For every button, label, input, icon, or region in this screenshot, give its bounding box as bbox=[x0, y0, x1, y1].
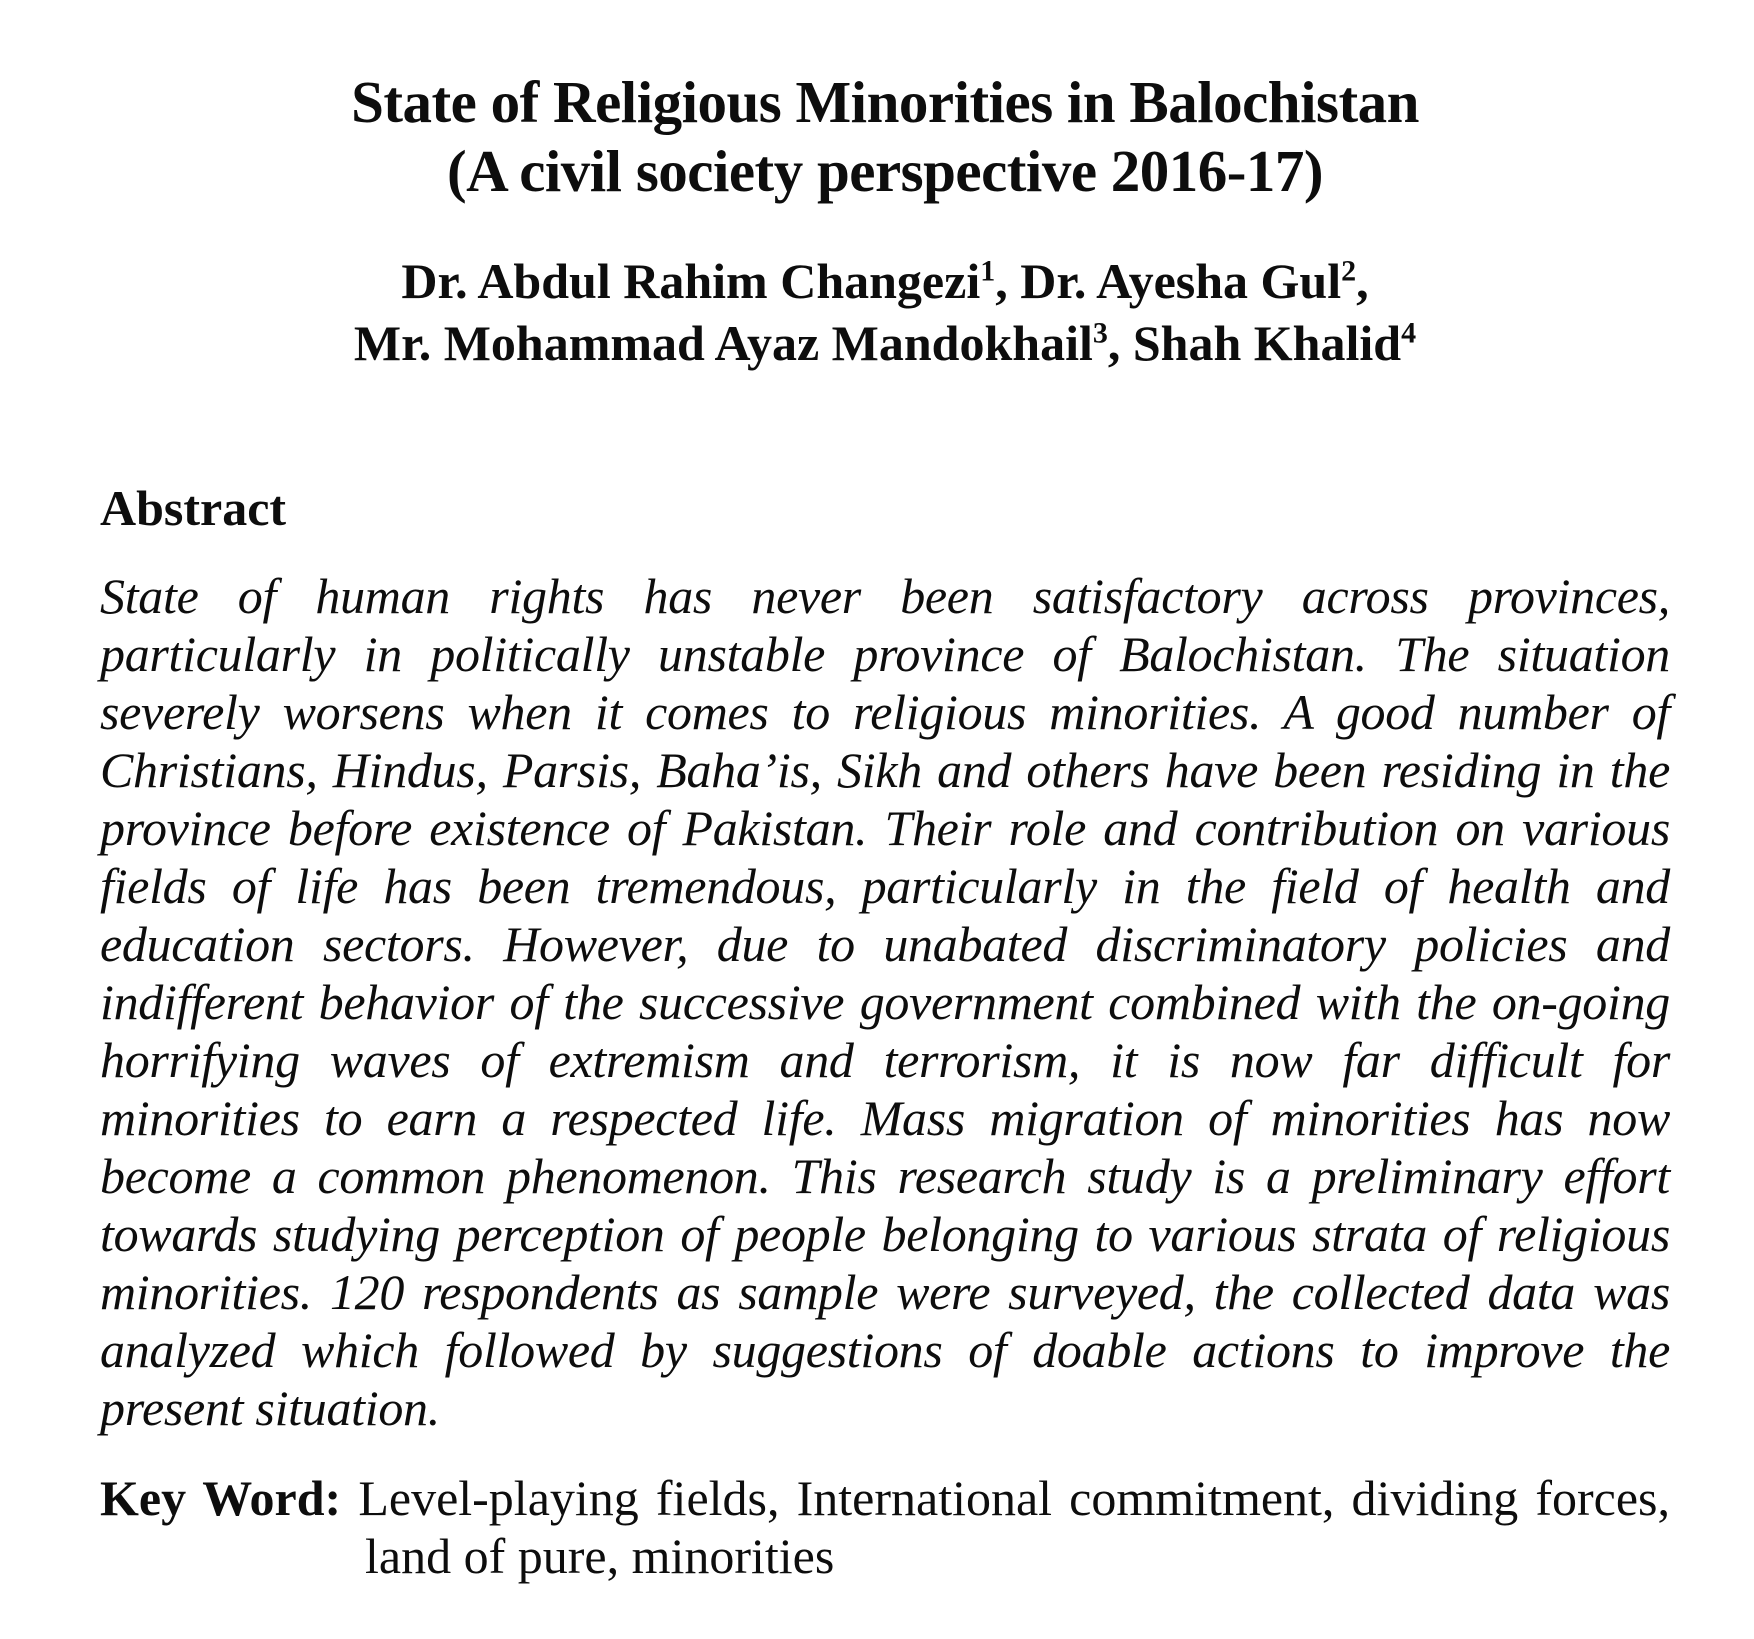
author-name: , Dr. Ayesha Gul bbox=[995, 253, 1342, 309]
paper-title-line-1: State of Religious Minorities in Balochistan bbox=[351, 69, 1419, 135]
abstract-line: province before existence of Pakistan. Their role and contribution on various bbox=[100, 800, 1670, 856]
author-line-2 bbox=[100, 312, 1670, 374]
abstract-line: severely worsens when it comes to religious minorities. A good number of bbox=[100, 684, 1670, 740]
keywords-section bbox=[100, 1469, 1670, 1585]
author-separator: , bbox=[1356, 253, 1369, 309]
abstract-line: analyzed which followed by suggestions of doable actions to improve the bbox=[100, 1322, 1670, 1378]
abstract-line: towards studying perception of people belonging to various strata of religious bbox=[100, 1206, 1670, 1262]
keywords-line-2: land of pure, minorities bbox=[365, 1528, 835, 1584]
abstract-line: minorities to earn a respected life. Mass migration of minorities has now bbox=[100, 1090, 1670, 1146]
abstract-line: minorities. 120 respondents as sample were surveyed, the collected data was bbox=[100, 1264, 1670, 1320]
author-line-1 bbox=[100, 250, 1670, 312]
author-name: Dr. Abdul Rahim Changezi bbox=[401, 253, 981, 309]
abstract-line: horrifying waves of extremism and terrorism, it is now far difficult for bbox=[100, 1032, 1670, 1088]
paper-title bbox=[100, 68, 1670, 206]
author-affiliation-superscript: 1 bbox=[980, 254, 996, 288]
author-affiliation-superscript: 4 bbox=[1401, 316, 1417, 350]
abstract-line: Christians, Hindus, Parsis, Baha’is, Sikh and others have been residing in the bbox=[100, 742, 1670, 798]
abstract-line: present situation. bbox=[100, 1380, 440, 1436]
abstract-line: fields of life has been tremendous, particularly in the field of health and bbox=[100, 858, 1670, 914]
author-list bbox=[100, 250, 1670, 374]
author-affiliation-superscript: 2 bbox=[1341, 254, 1357, 288]
abstract-section bbox=[100, 480, 1670, 1437]
abstract-line: become a common phenomenon. This research study is a preliminary effort bbox=[100, 1148, 1670, 1204]
keywords-label: Key Word: bbox=[100, 1470, 342, 1526]
author-affiliation-superscript: 3 bbox=[1092, 316, 1108, 350]
abstract-heading: Abstract bbox=[100, 480, 287, 536]
abstract-line: indifferent behavior of the successive government combined with the on-going bbox=[100, 974, 1670, 1030]
abstract-line: education sectors. However, due to unabated discriminatory policies and bbox=[100, 916, 1670, 972]
author-name: , Shah Khalid bbox=[1107, 315, 1402, 371]
abstract-text bbox=[100, 567, 1670, 1437]
keywords-line-1 bbox=[100, 1469, 1670, 1527]
keywords-text: Level-playing fields, International commitment, dividing forces, bbox=[341, 1470, 1670, 1526]
abstract-line: State of human rights has never been satisfactory across provinces, bbox=[100, 568, 1670, 624]
author-name: Mr. Mohammad Ayaz Mandokhail bbox=[353, 315, 1093, 371]
paper-title-line-2: (A civil society perspective 2016-17) bbox=[446, 138, 1324, 204]
abstract-line: particularly in politically unstable province of Balochistan. The situation bbox=[100, 626, 1670, 682]
